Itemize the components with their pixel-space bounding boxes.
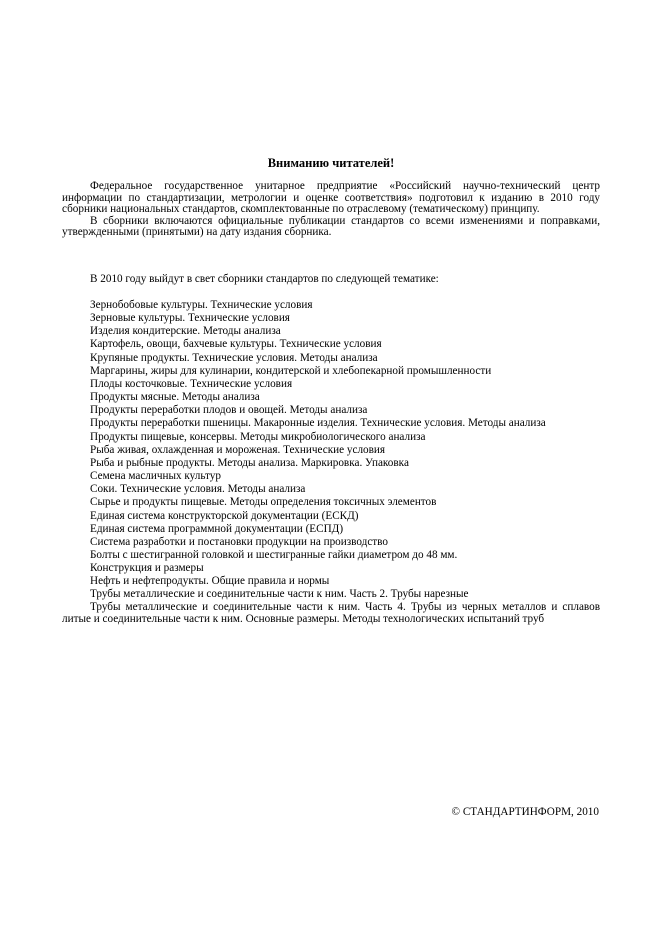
list-item: Семена масличных культур xyxy=(90,470,221,483)
list-item: Конструкция и размеры xyxy=(90,562,204,575)
topics-lead: В 2010 году выйдут в свет сборники стандартов по следующей тематике: xyxy=(90,273,439,285)
list-item: Продукты переработки пшеницы. Макаронные изделия. Технические условия. Методы анализа xyxy=(90,417,546,430)
list-item: Система разработки и постановки продукции на производство xyxy=(90,535,388,548)
list-item: Рыба живая, охлажденная и мороженая. Технические условия xyxy=(90,443,386,456)
list-item: Соки. Технические условия. Методы анализа xyxy=(90,483,306,496)
list-item: Единая система программной документации (ЕСПД) xyxy=(90,522,344,535)
list-item: Продукты пищевые, консервы. Методы микробиологического анализа xyxy=(90,430,426,443)
page-title: Вниманию читателей! xyxy=(267,156,395,170)
list-item: Крупяные продукты. Технические условия. Методы анализа xyxy=(90,351,378,364)
copyright-notice: © СТАНДАРТИНФОРМ, 2010 xyxy=(451,806,599,818)
list-item: Трубы металлические и соединительные части к ним. Часть 4. Трубы из черных металлов и сплавов литые и соединительные части к ним. Основные размеры. Методы технологических испытаний труб xyxy=(62,601,600,625)
topics-list xyxy=(62,299,600,625)
list-item: Изделия кондитерские. Методы анализа xyxy=(90,325,281,338)
intro-paragraph: В сборники включаются официальные публикации стандартов со всеми изменениями и поправками, утвержденными (принятыми) на дату издания сборника. xyxy=(62,214,600,239)
list-item: Рыба и рыбные продукты. Методы анализа. Маркировка. Упаковка xyxy=(90,456,409,469)
list-item: Плоды косточковые. Технические условия xyxy=(90,377,293,390)
list-item: Маргарины, жиры для кулинарии, кондитерской и хлебопекарной промышленности xyxy=(90,364,492,377)
intro-section xyxy=(62,181,600,239)
list-item: Зерновые культуры. Технические условия xyxy=(90,312,290,325)
intro-paragraph: Федеральное государственное унитарное предприятие «Российский научно-технический центр информации по стандартизации, метрологии и оценке соответствия» подготовил к изданию в 2010 году сборники национальных стандартов, скомплектованные по отраслевому (тематическому) принципу. xyxy=(62,180,600,216)
list-item: Сырье и продукты пищевые. Методы определения токсичных элементов xyxy=(90,496,437,509)
list-item: Зернобобовые культуры. Технические условия xyxy=(90,299,313,311)
list-item: Болты с шестигранной головкой и шестигранные гайки диаметром до 48 мм. xyxy=(90,548,458,561)
list-item: Единая система конструкторской документации (ЕСКД) xyxy=(90,509,359,522)
list-item: Картофель, овощи, бахчевые культуры. Технические условия xyxy=(90,338,382,351)
list-item: Нефть и нефтепродукты. Общие правила и нормы xyxy=(90,575,330,588)
list-item: Продукты переработки плодов и овощей. Методы анализа xyxy=(90,404,368,417)
list-item: Трубы металлические и соединительные части к ним. Часть 2. Трубы нарезные xyxy=(90,588,469,601)
list-item: Продукты мясные. Методы анализа xyxy=(90,391,260,404)
